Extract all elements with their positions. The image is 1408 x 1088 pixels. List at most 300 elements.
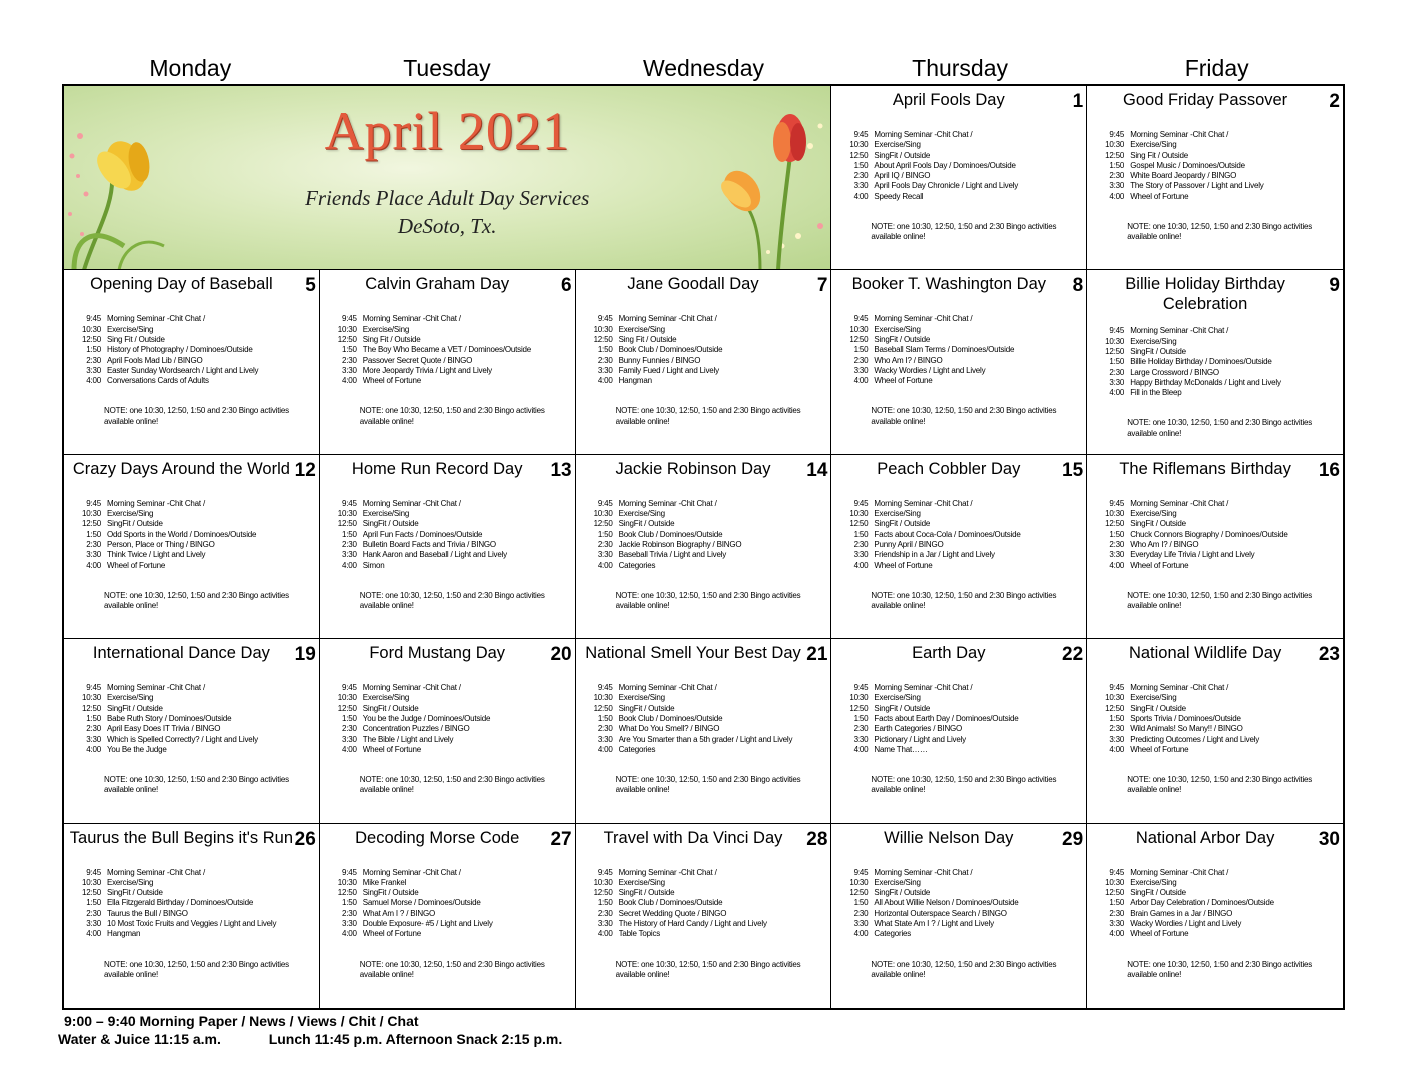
schedule-item (584, 919, 827, 929)
schedule-activity: SingFit / Outside (618, 888, 675, 898)
schedule-item (839, 919, 1082, 929)
schedule-list (72, 314, 315, 386)
schedule-activity: Morning Seminar -Chit Chat / (618, 867, 717, 877)
bingo-note: NOTE: one 10:30, 12:50, 1:50 and 2:30 Bingo activities available online! (615, 775, 801, 795)
schedule-time: 12:50 (1105, 150, 1125, 160)
schedule-time: 4:00 (853, 191, 869, 201)
schedule-item (584, 519, 827, 529)
schedule-time: 2:30 (597, 908, 613, 918)
schedule-time: 10:30 (849, 324, 869, 334)
schedule-item (584, 745, 827, 755)
schedule-activity: Predicting Outcomes / Light and Lively (1130, 734, 1260, 744)
schedule-item (328, 356, 571, 366)
schedule-time: 10:30 (337, 324, 357, 334)
schedule-time: 10:30 (1105, 693, 1125, 703)
day-number: 2 (1329, 91, 1340, 112)
schedule-time: 10:30 (337, 509, 357, 519)
schedule-item (584, 909, 827, 919)
schedule-item (1095, 550, 1339, 560)
schedule-time: 9:45 (1109, 130, 1125, 139)
schedule-time: 3:30 (86, 919, 101, 929)
bingo-note: NOTE: one 10:30, 12:50, 1:50 and 2:30 Bingo activities available online! (359, 590, 545, 611)
schedule-item (584, 345, 827, 355)
schedule-item (584, 540, 827, 550)
schedule-activity: Wheel of Fortune (874, 560, 933, 570)
bingo-note: NOTE: one 10:30, 12:50, 1:50 and 2:30 Bingo activities available online! (104, 775, 289, 795)
day-number: 6 (561, 275, 572, 297)
schedule-item (72, 519, 315, 529)
schedule-time: 4:00 (853, 376, 869, 386)
schedule-item (1095, 347, 1339, 357)
schedule-time: 1:50 (853, 898, 869, 908)
schedule-item (72, 929, 315, 939)
schedule-item (328, 898, 571, 908)
schedule-item (839, 519, 1082, 529)
bingo-note: NOTE: one 10:30, 12:50, 1:50 and 2:30 Bingo activities available online! (1127, 959, 1313, 979)
schedule-list (1095, 683, 1339, 755)
schedule-time: 4:00 (86, 744, 101, 754)
schedule-time: 12:50 (849, 334, 869, 344)
schedule-list (1095, 499, 1339, 571)
day-cell (64, 455, 320, 639)
schedule-time: 2:30 (597, 724, 613, 734)
day-title: Home Run Record Day (351, 459, 523, 478)
schedule-activity: Taurus the Bull / BINGO (107, 908, 188, 918)
footer (58, 1012, 562, 1048)
schedule-item (839, 724, 1082, 734)
schedule-activity: Horizontal Outerspace Search / BINGO (874, 908, 1007, 918)
day-title: International Dance Day (92, 644, 270, 663)
schedule-activity: Sing Fit / Outside (362, 334, 421, 344)
schedule-list (328, 683, 571, 755)
day-cell (320, 639, 576, 823)
schedule-item (1095, 745, 1339, 755)
weekday-thursday: Thursday (912, 55, 1009, 81)
schedule-activity: Gospel Music / Dominoes/Outside (1130, 160, 1245, 170)
schedule-time: 3:30 (1109, 734, 1125, 744)
schedule-activity: Large Crossword / BINGO (1130, 367, 1219, 377)
schedule-activity: Exercise/Sing (618, 509, 665, 519)
day-number: 28 (806, 828, 828, 850)
schedule-time: 1:50 (342, 714, 357, 724)
schedule-item (72, 868, 315, 878)
schedule-item (72, 735, 315, 745)
schedule-item (328, 878, 571, 888)
schedule-item (839, 888, 1082, 898)
schedule-activity: White Board Jeopardy / BINGO (1130, 171, 1237, 181)
schedule-time: 2:30 (853, 539, 869, 549)
day-cell (64, 824, 320, 1008)
schedule-item (72, 714, 315, 724)
schedule-time: 10:30 (849, 693, 869, 703)
schedule-item (1095, 878, 1339, 888)
schedule-item (584, 335, 827, 345)
schedule-time: 4:00 (86, 560, 101, 570)
schedule-activity: Odd Sports in the World / Dominoes/Outside (107, 529, 257, 539)
footer-morning-paper: 9:00 – 9:40 Morning Paper / News / Views / Chit / Chat (64, 1013, 419, 1029)
schedule-item (584, 888, 827, 898)
schedule-time: 3:30 (86, 550, 101, 560)
schedule-time: 1:50 (853, 529, 869, 539)
day-title: National Smell Your Best Day (585, 644, 801, 663)
schedule-activity: Easter Sunday Wordsearch / Light and Lively (107, 365, 259, 375)
schedule-time: 10:30 (81, 877, 101, 887)
schedule-item (1095, 130, 1339, 140)
schedule-item (72, 745, 315, 755)
schedule-list (72, 499, 315, 571)
schedule-list (1095, 130, 1339, 202)
schedule-activity: Categories (618, 560, 656, 570)
day-title: Booker T. Washington Day (851, 275, 1046, 294)
schedule-time: 10:30 (81, 509, 101, 519)
schedule-item (1095, 540, 1339, 550)
day-number: 1 (1072, 91, 1084, 112)
schedule-item (839, 898, 1082, 908)
schedule-time: 12:50 (337, 334, 357, 344)
schedule-item (1095, 337, 1339, 347)
schedule-item (1095, 140, 1339, 150)
schedule-item (1095, 368, 1339, 378)
schedule-time: 3:30 (597, 550, 613, 560)
schedule-activity: Book Club / Dominoes/Outside (618, 529, 723, 539)
schedule-item (328, 561, 571, 571)
day-title: National Arbor Day (1135, 828, 1275, 847)
day-cell (576, 824, 832, 1008)
day-number: 8 (1072, 275, 1084, 297)
schedule-time: 3:30 (86, 365, 101, 375)
schedule-activity: SingFit / Outside (618, 703, 675, 713)
schedule-activity: Are You Smarter than a 5th grader / Light and Lively (618, 734, 793, 744)
schedule-item (584, 704, 827, 714)
schedule-item (1095, 704, 1339, 714)
schedule-item (584, 561, 827, 571)
schedule-activity: Morning Seminar -Chit Chat / (618, 683, 717, 693)
schedule-time: 9:45 (86, 683, 101, 693)
schedule-activity: Book Club / Dominoes/Outside (618, 345, 723, 355)
schedule-activity: Wheel of Fortune (362, 376, 421, 386)
schedule-item (839, 929, 1082, 939)
bingo-note: NOTE: one 10:30, 12:50, 1:50 and 2:30 Bingo activities available online! (1127, 775, 1313, 795)
schedule-time: 4:00 (1109, 929, 1125, 939)
schedule-time: 9:45 (86, 867, 101, 877)
schedule-list (839, 314, 1082, 386)
schedule-item (839, 345, 1082, 355)
schedule-activity: Morning Seminar -Chit Chat / (1130, 683, 1229, 693)
schedule-time: 9:45 (853, 683, 869, 693)
schedule-time: 3:30 (342, 550, 357, 560)
day-number: 12 (294, 459, 316, 481)
schedule-activity: What Do You Smell? / BINGO (618, 724, 720, 734)
schedule-time: 4:00 (1109, 191, 1125, 201)
schedule-time: 9:45 (853, 130, 869, 139)
schedule-activity: Chuck Connors Biography / Dominoes/Outside (1130, 529, 1288, 539)
schedule-activity: Exercise/Sing (1130, 509, 1177, 519)
schedule-time: 9:45 (1109, 498, 1125, 508)
schedule-item (72, 898, 315, 908)
schedule-time: 2:30 (342, 724, 357, 734)
schedule-activity: Exercise/Sing (1130, 140, 1177, 150)
schedule-activity: April Easy Does IT Trivia / BINGO (107, 724, 221, 734)
schedule-activity: SingFit / Outside (874, 519, 931, 529)
day-title: The Riflemans Birthday (1119, 459, 1291, 478)
schedule-activity: Morning Seminar -Chit Chat / (618, 314, 717, 324)
schedule-activity: SingFit / Outside (874, 703, 931, 713)
schedule-time: 2:30 (853, 171, 869, 181)
schedule-time: 3:30 (1109, 919, 1125, 929)
schedule-item (839, 325, 1082, 335)
schedule-list (584, 683, 827, 755)
schedule-time: 10:30 (81, 324, 101, 334)
bingo-note: NOTE: one 10:30, 12:50, 1:50 and 2:30 Bingo activities available online! (1127, 590, 1313, 611)
schedule-time: 10:30 (849, 877, 869, 887)
schedule-activity: Secret Wedding Quote / BINGO (618, 908, 727, 918)
schedule-activity: Morning Seminar -Chit Chat / (107, 867, 205, 877)
schedule-item (839, 314, 1082, 324)
schedule-item (72, 878, 315, 888)
schedule-activity: Exercise/Sing (362, 324, 410, 334)
schedule-item (584, 376, 827, 386)
schedule-activity: Exercise/Sing (874, 324, 921, 334)
schedule-activity: SingFit / Outside (362, 703, 419, 713)
schedule-time: 4:00 (853, 929, 869, 939)
schedule-time: 2:30 (1109, 908, 1125, 918)
footer-lunch-snack: Lunch 11:45 p.m. Afternoon Snack 2:15 p.m. (268, 1031, 563, 1047)
schedule-item (839, 140, 1082, 150)
schedule-activity: Billie Holiday Birthday / Dominoes/Outside (1130, 357, 1272, 367)
schedule-item (1095, 868, 1339, 878)
schedule-time: 4:00 (853, 744, 869, 754)
schedule-time: 9:45 (853, 867, 869, 877)
schedule-activity: Ella Fitzgerald Birthday / Dominoes/Outside (107, 898, 254, 908)
schedule-item (1095, 378, 1339, 388)
schedule-activity: Morning Seminar -Chit Chat / (1130, 867, 1229, 877)
schedule-item (1095, 388, 1339, 398)
schedule-item (1095, 683, 1339, 693)
schedule-time: 1:50 (1109, 357, 1125, 367)
bingo-note: NOTE: one 10:30, 12:50, 1:50 and 2:30 Bingo activities available online! (615, 406, 801, 426)
schedule-item (1095, 714, 1339, 724)
schedule-list (839, 868, 1082, 940)
schedule-time: 10:30 (593, 877, 613, 887)
schedule-activity: Wacky Wordies / Light and Lively (874, 365, 986, 375)
schedule-activity: Morning Seminar -Chit Chat / (874, 314, 973, 324)
day-cell (64, 270, 320, 454)
schedule-activity: SingFit / Outside (107, 888, 163, 898)
schedule-item (839, 909, 1082, 919)
schedule-activity: 10 Most Toxic Fruits and Veggies / Light and Lively (107, 919, 277, 929)
schedule-time: 3:30 (86, 734, 101, 744)
day-cell (576, 455, 832, 639)
schedule-time: 12:50 (1105, 703, 1125, 713)
schedule-activity: Name That…… (874, 744, 928, 754)
schedule-activity: Think Twice / Light and Lively (107, 550, 206, 560)
schedule-item (584, 314, 827, 324)
schedule-activity: Exercise/Sing (874, 877, 921, 887)
schedule-activity: Exercise/Sing (107, 877, 154, 887)
schedule-time: 9:45 (597, 314, 613, 324)
schedule-time: 12:50 (337, 703, 357, 713)
schedule-activity: Morning Seminar -Chit Chat / (362, 867, 461, 877)
day-cell (831, 455, 1087, 639)
schedule-time: 3:30 (342, 734, 357, 744)
schedule-activity: Sing Fit / Outside (618, 334, 677, 344)
day-cell (831, 639, 1087, 823)
schedule-item (1095, 192, 1339, 202)
schedule-item (328, 366, 571, 376)
schedule-item (839, 704, 1082, 714)
schedule-time: 10:30 (593, 693, 613, 703)
schedule-item (1095, 919, 1339, 929)
schedule-time: 4:00 (1109, 744, 1125, 754)
schedule-activity: SingFit / Outside (1130, 346, 1186, 356)
schedule-time: 2:30 (1109, 367, 1125, 377)
schedule-list (72, 868, 315, 940)
schedule-time: 12:50 (849, 888, 869, 898)
schedule-time: 4:00 (597, 929, 613, 939)
day-number: 7 (816, 275, 828, 297)
bingo-note: NOTE: one 10:30, 12:50, 1:50 and 2:30 Bingo activities available online! (871, 222, 1057, 242)
day-cell (1087, 824, 1343, 1008)
schedule-item (839, 714, 1082, 724)
schedule-activity: Exercise/Sing (107, 324, 154, 334)
schedule-activity: Exercise/Sing (618, 877, 665, 887)
schedule-item (839, 540, 1082, 550)
schedule-list (72, 683, 315, 755)
schedule-activity: Everyday Life Trivia / Light and Lively (1130, 550, 1255, 560)
schedule-item (72, 724, 315, 734)
day-title: Billie Holiday Birthday Celebration (1125, 275, 1285, 314)
schedule-item (584, 509, 827, 519)
schedule-activity: SingFit / Outside (1130, 703, 1186, 713)
schedule-item (839, 181, 1082, 191)
schedule-item (328, 929, 571, 939)
day-number: 13 (550, 459, 572, 481)
schedule-time: 12:50 (1105, 519, 1125, 529)
day-title: Earth Day (912, 644, 986, 663)
schedule-item (1095, 181, 1339, 191)
schedule-item (1095, 735, 1339, 745)
schedule-activity: Wheel of Fortune (1130, 929, 1189, 939)
schedule-list (584, 868, 827, 940)
schedule-item (72, 530, 315, 540)
day-cell (64, 639, 320, 823)
schedule-item (584, 550, 827, 560)
schedule-item (328, 693, 571, 703)
schedule-activity: Exercise/Sing (618, 324, 665, 334)
schedule-time: 9:45 (1109, 326, 1125, 336)
schedule-time: 12:50 (593, 703, 613, 713)
schedule-activity: Table Topics (618, 929, 661, 939)
schedule-item (1095, 929, 1339, 939)
schedule-time: 4:00 (342, 376, 357, 386)
schedule-time: 9:45 (853, 498, 869, 508)
schedule-activity: Morning Seminar -Chit Chat / (874, 683, 973, 693)
schedule-time: 3:30 (1109, 550, 1125, 560)
schedule-activity: The Bible / Light and Lively (362, 734, 454, 744)
schedule-activity: Sports Trivia / Dominoes/Outside (1130, 714, 1241, 724)
schedule-time: 2:30 (342, 908, 357, 918)
schedule-time: 1:50 (853, 714, 869, 724)
schedule-activity: Book Club / Dominoes/Outside (618, 714, 723, 724)
schedule-activity: Exercise/Sing (874, 140, 921, 150)
day-title: Good Friday Passover (1123, 91, 1288, 109)
schedule-list (1095, 868, 1339, 940)
schedule-activity: Morning Seminar -Chit Chat / (874, 130, 973, 139)
day-title: Opening Day of Baseball (90, 275, 273, 294)
banner-location: DeSoto, Tx. (397, 214, 497, 238)
schedule-time: 10:30 (1105, 140, 1125, 150)
schedule-item (839, 376, 1082, 386)
schedule-item (584, 868, 827, 878)
schedule-time: 10:30 (337, 877, 357, 887)
schedule-activity: SingFit / Outside (618, 519, 675, 529)
schedule-time: 10:30 (849, 140, 869, 150)
schedule-activity: Wheel of Fortune (362, 929, 421, 939)
schedule-item (328, 704, 571, 714)
schedule-time: 9:45 (853, 314, 869, 324)
schedule-item (584, 499, 827, 509)
day-cell (320, 270, 576, 454)
schedule-activity: Morning Seminar -Chit Chat / (1130, 130, 1229, 139)
schedule-list (328, 314, 571, 386)
weekday-tuesday: Tuesday (403, 55, 491, 81)
schedule-time: 9:45 (342, 314, 357, 324)
schedule-item (1095, 357, 1339, 367)
day-cell (831, 270, 1087, 454)
schedule-time: 3:30 (597, 365, 613, 375)
schedule-time: 2:30 (86, 908, 101, 918)
schedule-item (1095, 326, 1339, 336)
schedule-item (328, 724, 571, 734)
day-number: 19 (294, 644, 316, 666)
schedule-activity: About April Fools Day / Dominoes/Outside (874, 160, 1016, 170)
schedule-item (72, 550, 315, 560)
schedule-time: 10:30 (1105, 509, 1125, 519)
schedule-time: 9:45 (342, 683, 357, 693)
schedule-item (72, 919, 315, 929)
schedule-activity: The Story of Passover / Light and Lively (1130, 181, 1264, 191)
schedule-time: 1:50 (1109, 714, 1125, 724)
schedule-time: 2:30 (1109, 539, 1125, 549)
schedule-activity: SingFit / Outside (362, 519, 419, 529)
schedule-activity: Wheel of Fortune (1130, 560, 1189, 570)
schedule-activity: Wheel of Fortune (1130, 191, 1189, 201)
schedule-activity: SingFit / Outside (874, 334, 931, 344)
schedule-item (328, 909, 571, 919)
schedule-item (328, 314, 571, 324)
month-banner (64, 86, 831, 270)
schedule-item (839, 366, 1082, 376)
schedule-item (72, 693, 315, 703)
schedule-time: 12:50 (337, 888, 357, 898)
schedule-item (839, 151, 1082, 161)
day-cell (1087, 270, 1343, 454)
schedule-activity: Arbor Day Celebration / Dominoes/Outside (1130, 898, 1274, 908)
schedule-activity: More Jeopardy Trivia / Light and Lively (362, 365, 492, 375)
schedule-item (1095, 161, 1339, 171)
schedule-time: 2:30 (86, 539, 101, 549)
schedule-time: 12:50 (849, 150, 869, 160)
schedule-time: 2:30 (853, 355, 869, 365)
footer-water-juice: Water & Juice 11:15 a.m. (58, 1031, 221, 1047)
schedule-item (72, 314, 315, 324)
schedule-activity: Hank Aaron and Baseball / Light and Lively (362, 550, 507, 560)
schedule-item (839, 192, 1082, 202)
schedule-activity: You be the Judge / Dominoes/Outside (362, 714, 491, 724)
schedule-time: 4:00 (86, 929, 101, 939)
schedule-list (584, 499, 827, 571)
day-title: National Wildlife Day (1128, 644, 1282, 663)
